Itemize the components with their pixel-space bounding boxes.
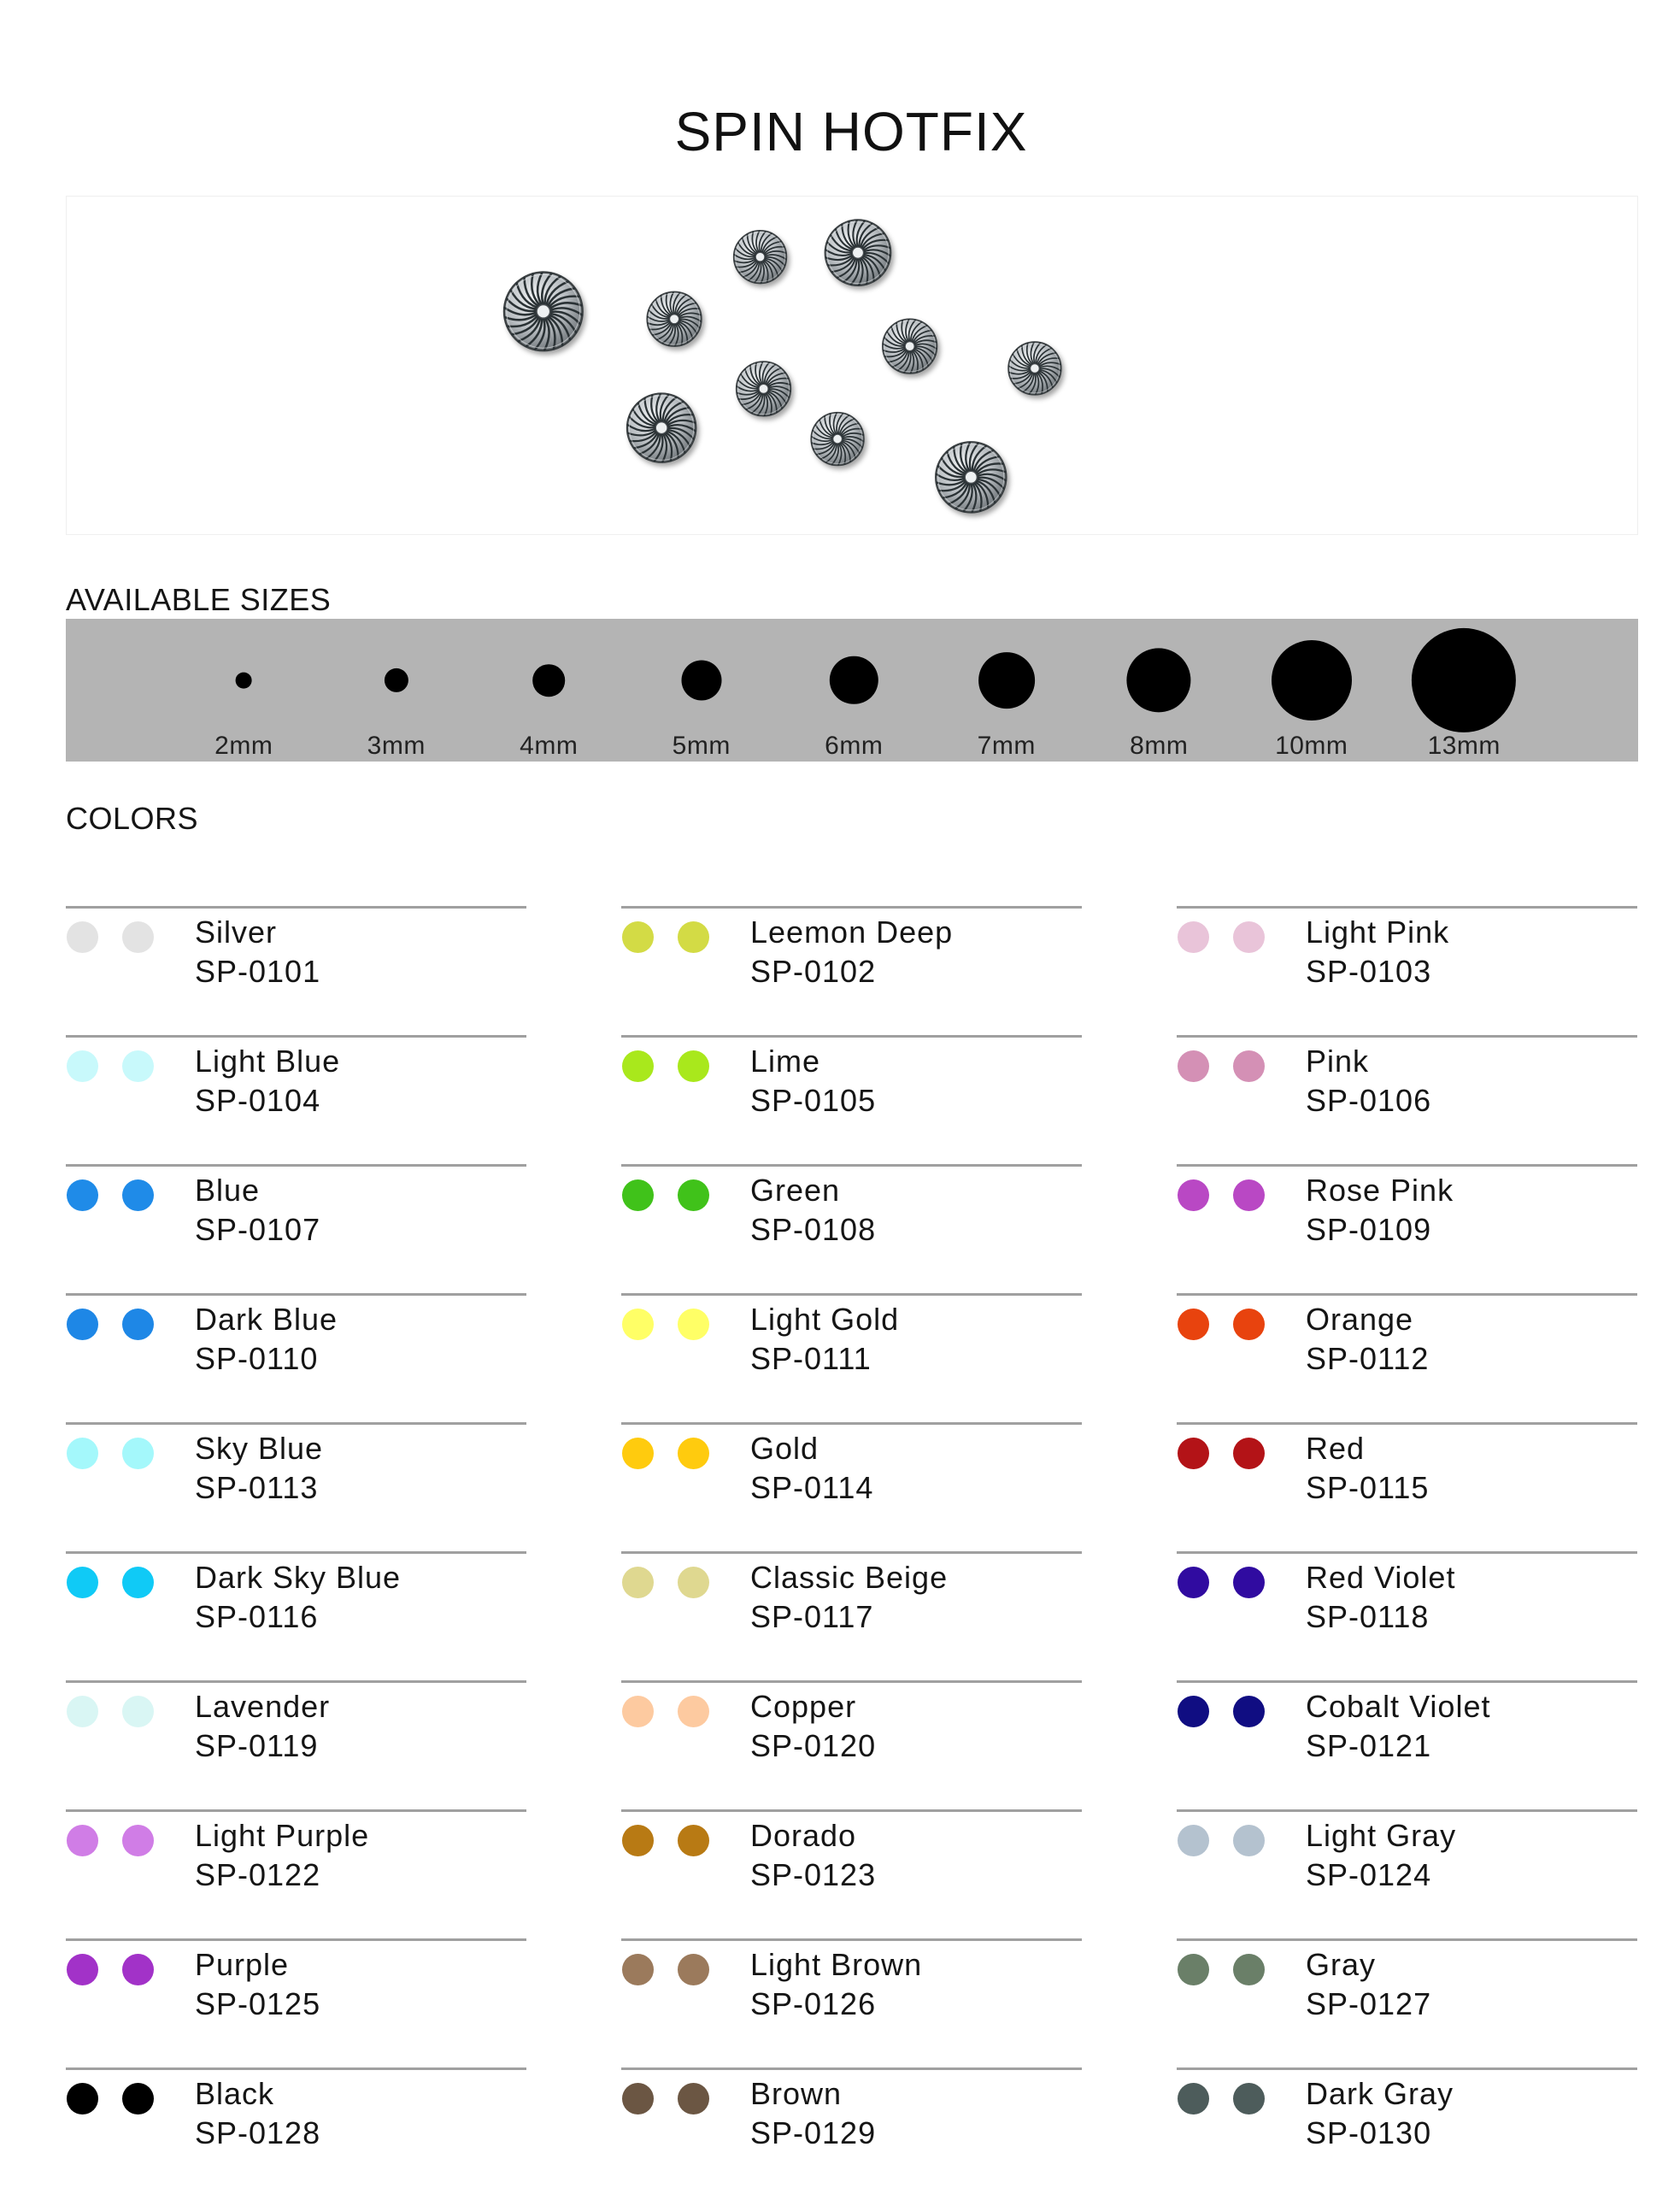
color-text [195, 2074, 320, 2153]
color-item-cobalt-violet [1177, 1680, 1637, 1800]
sizes-bar [66, 619, 1638, 762]
color-code: SP-0121 [1306, 1728, 1432, 1763]
color-code: SP-0101 [195, 954, 321, 989]
color-item-red [1177, 1422, 1637, 1542]
color-swatch-dot [1233, 1309, 1265, 1340]
color-swatch-dot [122, 1825, 154, 1856]
color-swatch-dot [1233, 2083, 1265, 2114]
spin-stud [627, 393, 696, 462]
color-swatch-dot [67, 1179, 98, 1211]
color-swatch-dot [122, 1696, 154, 1727]
color-name: Cobalt Violet [1306, 1689, 1491, 1724]
color-name: Dorado [750, 1818, 857, 1853]
color-text [195, 1300, 338, 1379]
color-swatch-dot [1178, 1050, 1209, 1082]
color-code: SP-0125 [195, 1986, 321, 2021]
color-swatch-dot [1178, 1696, 1209, 1727]
color-name: Light Pink [1306, 915, 1450, 950]
colors-heading: COLORS [66, 801, 199, 836]
color-item-dark-blue [66, 1293, 526, 1413]
spin-studs-image [67, 197, 1637, 534]
color-text [750, 1042, 876, 1120]
color-code: SP-0115 [1306, 1470, 1430, 1505]
color-item-sky-blue [66, 1422, 526, 1542]
color-item-rose-pink [1177, 1164, 1637, 1284]
color-name: Gray [1306, 1947, 1377, 1982]
color-swatch-dot [1233, 1179, 1265, 1211]
color-swatch-dot [1233, 1825, 1265, 1856]
size-label: 5mm [672, 732, 731, 760]
color-swatch-dot [1178, 921, 1209, 953]
color-code: SP-0107 [195, 1212, 321, 1247]
color-text [750, 2074, 876, 2153]
color-item-light-gold [621, 1293, 1082, 1413]
color-swatch-dot [622, 2083, 654, 2114]
size-dot [1412, 628, 1516, 732]
color-code: SP-0124 [1306, 1857, 1432, 1892]
color-swatch-dot [1233, 1438, 1265, 1469]
color-swatch-dot [122, 1050, 154, 1082]
color-text [1306, 1816, 1456, 1895]
color-swatch-dot [67, 1696, 98, 1727]
color-swatch-dot [122, 1954, 154, 1985]
color-item-purple [66, 1938, 526, 2058]
color-code: SP-0113 [195, 1470, 319, 1505]
color-swatch-dot [122, 921, 154, 953]
spin-stud [647, 291, 702, 346]
color-text [750, 913, 953, 991]
color-text [1306, 913, 1449, 991]
spin-stud [883, 319, 937, 373]
size-13mm [1388, 619, 1541, 762]
color-item-leemon-deep [621, 906, 1082, 1026]
size-8mm [1083, 619, 1236, 762]
size-label: 2mm [214, 732, 273, 760]
color-name: Sky Blue [195, 1431, 324, 1466]
color-code: SP-0130 [1306, 2115, 1432, 2150]
color-swatch-dot [622, 1954, 654, 1985]
color-text [195, 1558, 401, 1637]
size-dot [681, 661, 721, 701]
color-name: Black [195, 2076, 275, 2111]
color-code: SP-0111 [750, 1341, 872, 1376]
size-2mm [167, 619, 320, 762]
color-name: Rose Pink [1306, 1173, 1454, 1208]
color-text [1306, 1171, 1454, 1250]
color-code: SP-0116 [195, 1599, 319, 1634]
color-item-light-blue [66, 1035, 526, 1155]
color-swatch-dot [67, 1567, 98, 1598]
color-swatch-dot [622, 1050, 654, 1082]
color-swatch-dot [67, 1050, 98, 1082]
color-swatch-dot [1233, 1050, 1265, 1082]
color-swatch-dot [67, 921, 98, 953]
color-name: Copper [750, 1689, 857, 1724]
color-code: SP-0112 [1306, 1341, 1430, 1376]
color-text [195, 1816, 369, 1895]
color-swatch-dot [1233, 921, 1265, 953]
sizes-heading: AVAILABLE SIZES [66, 582, 332, 617]
color-name: Light Blue [195, 1044, 341, 1079]
color-code: SP-0114 [750, 1470, 874, 1505]
color-item-black [66, 2067, 526, 2187]
color-swatch-dot [1178, 1179, 1209, 1211]
spin-stud [734, 231, 787, 284]
color-code: SP-0106 [1306, 1083, 1432, 1118]
color-text [195, 1171, 320, 1250]
color-swatch-dot [1233, 1954, 1265, 1985]
size-dot [830, 656, 878, 704]
color-code: SP-0118 [1306, 1599, 1430, 1634]
color-item-silver [66, 906, 526, 1026]
color-name: Lime [750, 1044, 821, 1079]
color-name: Brown [750, 2076, 843, 2111]
color-swatch-dot [1178, 1309, 1209, 1340]
color-item-dorado [621, 1809, 1082, 1929]
size-4mm [473, 619, 626, 762]
color-text [1306, 1429, 1429, 1508]
color-swatch-dot [67, 2083, 98, 2114]
size-10mm [1236, 619, 1389, 762]
color-swatch-dot [622, 1309, 654, 1340]
color-swatch-dot [1178, 1438, 1209, 1469]
color-swatch-dot [622, 921, 654, 953]
color-swatch-dot [122, 2083, 154, 2114]
size-label: 8mm [1130, 732, 1189, 760]
color-text [750, 1558, 948, 1637]
color-code: SP-0128 [195, 2115, 321, 2150]
color-code: SP-0109 [1306, 1212, 1432, 1247]
color-item-green [621, 1164, 1082, 1284]
color-name: Light Purple [195, 1818, 370, 1853]
color-code: SP-0122 [195, 1857, 321, 1892]
color-swatch-dot [622, 1438, 654, 1469]
color-item-brown [621, 2067, 1082, 2187]
size-label: 3mm [367, 732, 426, 760]
color-name: Dark Sky Blue [195, 1560, 402, 1595]
color-code: SP-0117 [750, 1599, 874, 1634]
color-swatch-dot [678, 1438, 709, 1469]
color-item-light-brown [621, 1938, 1082, 2058]
size-3mm [320, 619, 473, 762]
color-name: Red [1306, 1431, 1366, 1466]
size-dot [385, 668, 408, 692]
color-code: SP-0104 [195, 1083, 321, 1118]
color-swatch-dot [122, 1179, 154, 1211]
color-name: Silver [195, 915, 278, 950]
color-swatch-dot [122, 1438, 154, 1469]
color-text [1306, 2074, 1454, 2153]
color-item-gold [621, 1422, 1082, 1542]
color-code: SP-0102 [750, 954, 877, 989]
color-swatch-dot [1178, 1567, 1209, 1598]
size-label: 7mm [977, 732, 1036, 760]
spin-stud [1008, 342, 1061, 395]
color-swatch-dot [67, 1309, 98, 1340]
color-swatch-dot [622, 1696, 654, 1727]
color-text [750, 1300, 899, 1379]
spin-stud [825, 220, 891, 285]
color-code: SP-0123 [750, 1857, 877, 1892]
color-name: Light Brown [750, 1947, 923, 1982]
size-dot [1272, 640, 1352, 721]
color-item-pink [1177, 1035, 1637, 1155]
color-text [195, 913, 320, 991]
color-name: Dark Gray [1306, 2076, 1454, 2111]
color-swatch-dot [622, 1825, 654, 1856]
size-dot [1127, 648, 1191, 712]
color-name: Red Violet [1306, 1560, 1456, 1595]
color-swatch-dot [1233, 1696, 1265, 1727]
color-swatch-dot [678, 1309, 709, 1340]
spin-stud [737, 362, 791, 416]
color-swatch-dot [67, 1438, 98, 1469]
color-code: SP-0110 [195, 1341, 319, 1376]
color-name: Leemon Deep [750, 915, 954, 950]
size-dot [532, 664, 565, 697]
color-swatch-dot [1178, 1954, 1209, 1985]
color-text [1306, 1687, 1490, 1766]
colors-grid [66, 906, 1638, 2187]
color-name: Pink [1306, 1044, 1370, 1079]
color-swatch-dot [122, 1567, 154, 1598]
color-swatch-dot [1178, 2083, 1209, 2114]
color-swatch-dot [122, 1309, 154, 1340]
color-item-red-violet [1177, 1551, 1637, 1671]
color-swatch-dot [678, 2083, 709, 2114]
size-label: 10mm [1275, 732, 1348, 760]
color-code: SP-0126 [750, 1986, 877, 2021]
color-item-gray [1177, 1938, 1637, 2058]
color-item-copper [621, 1680, 1082, 1800]
size-5mm [626, 619, 778, 762]
color-item-light-pink [1177, 906, 1637, 1026]
size-6mm [778, 619, 931, 762]
size-label: 13mm [1427, 732, 1501, 760]
size-dot [236, 673, 252, 689]
color-item-dark-sky-blue [66, 1551, 526, 1671]
color-swatch-dot [622, 1567, 654, 1598]
color-item-classic-beige [621, 1551, 1082, 1671]
product-photo [66, 196, 1638, 535]
color-code: SP-0108 [750, 1212, 877, 1247]
color-name: Light Gold [750, 1302, 900, 1337]
color-code: SP-0127 [1306, 1986, 1432, 2021]
color-text [750, 1429, 873, 1508]
size-7mm [931, 619, 1084, 762]
color-swatch-dot [622, 1179, 654, 1211]
color-swatch-dot [1233, 1567, 1265, 1598]
color-swatch-dot [678, 1050, 709, 1082]
color-item-lime [621, 1035, 1082, 1155]
color-name: Light Gray [1306, 1818, 1457, 1853]
color-code: SP-0105 [750, 1083, 877, 1118]
spin-stud [504, 272, 583, 350]
color-text [195, 1429, 323, 1508]
color-code: SP-0120 [750, 1728, 877, 1763]
color-item-lavender [66, 1680, 526, 1800]
color-code: SP-0119 [195, 1728, 319, 1763]
spin-stud [811, 413, 864, 466]
color-swatch-dot [678, 1696, 709, 1727]
color-item-blue [66, 1164, 526, 1284]
page-title: SPIN HOTFIX [674, 101, 1028, 162]
color-name: Gold [750, 1431, 819, 1466]
color-swatch-dot [67, 1954, 98, 1985]
color-swatch-dot [678, 1954, 709, 1985]
color-text [1306, 1042, 1431, 1120]
color-text [1306, 1945, 1431, 2024]
color-item-light-gray [1177, 1809, 1637, 1929]
color-item-light-purple [66, 1809, 526, 1929]
color-text [750, 1687, 876, 1766]
color-text [195, 1945, 320, 2024]
color-name: Lavender [195, 1689, 331, 1724]
color-name: Dark Blue [195, 1302, 338, 1337]
spin-stud [936, 442, 1007, 512]
color-name: Orange [1306, 1302, 1414, 1337]
size-label: 6mm [825, 732, 884, 760]
color-code: SP-0129 [750, 2115, 877, 2150]
color-name: Blue [195, 1173, 261, 1208]
color-code: SP-0103 [1306, 954, 1432, 989]
color-name: Green [750, 1173, 841, 1208]
color-text [195, 1687, 330, 1766]
color-text [195, 1042, 340, 1120]
color-swatch-dot [678, 1179, 709, 1211]
color-text [750, 1171, 876, 1250]
color-name: Purple [195, 1947, 290, 1982]
color-item-dark-gray [1177, 2067, 1637, 2187]
color-name: Classic Beige [750, 1560, 949, 1595]
size-label: 4mm [520, 732, 579, 760]
color-swatch-dot [67, 1825, 98, 1856]
color-swatch-dot [678, 921, 709, 953]
color-text [1306, 1300, 1429, 1379]
color-swatch-dot [678, 1825, 709, 1856]
color-text [750, 1816, 876, 1895]
color-text [1306, 1558, 1455, 1637]
color-text [750, 1945, 922, 2024]
color-swatch-dot [678, 1567, 709, 1598]
color-item-orange [1177, 1293, 1637, 1413]
color-swatch-dot [1178, 1825, 1209, 1856]
size-dot [978, 652, 1035, 709]
